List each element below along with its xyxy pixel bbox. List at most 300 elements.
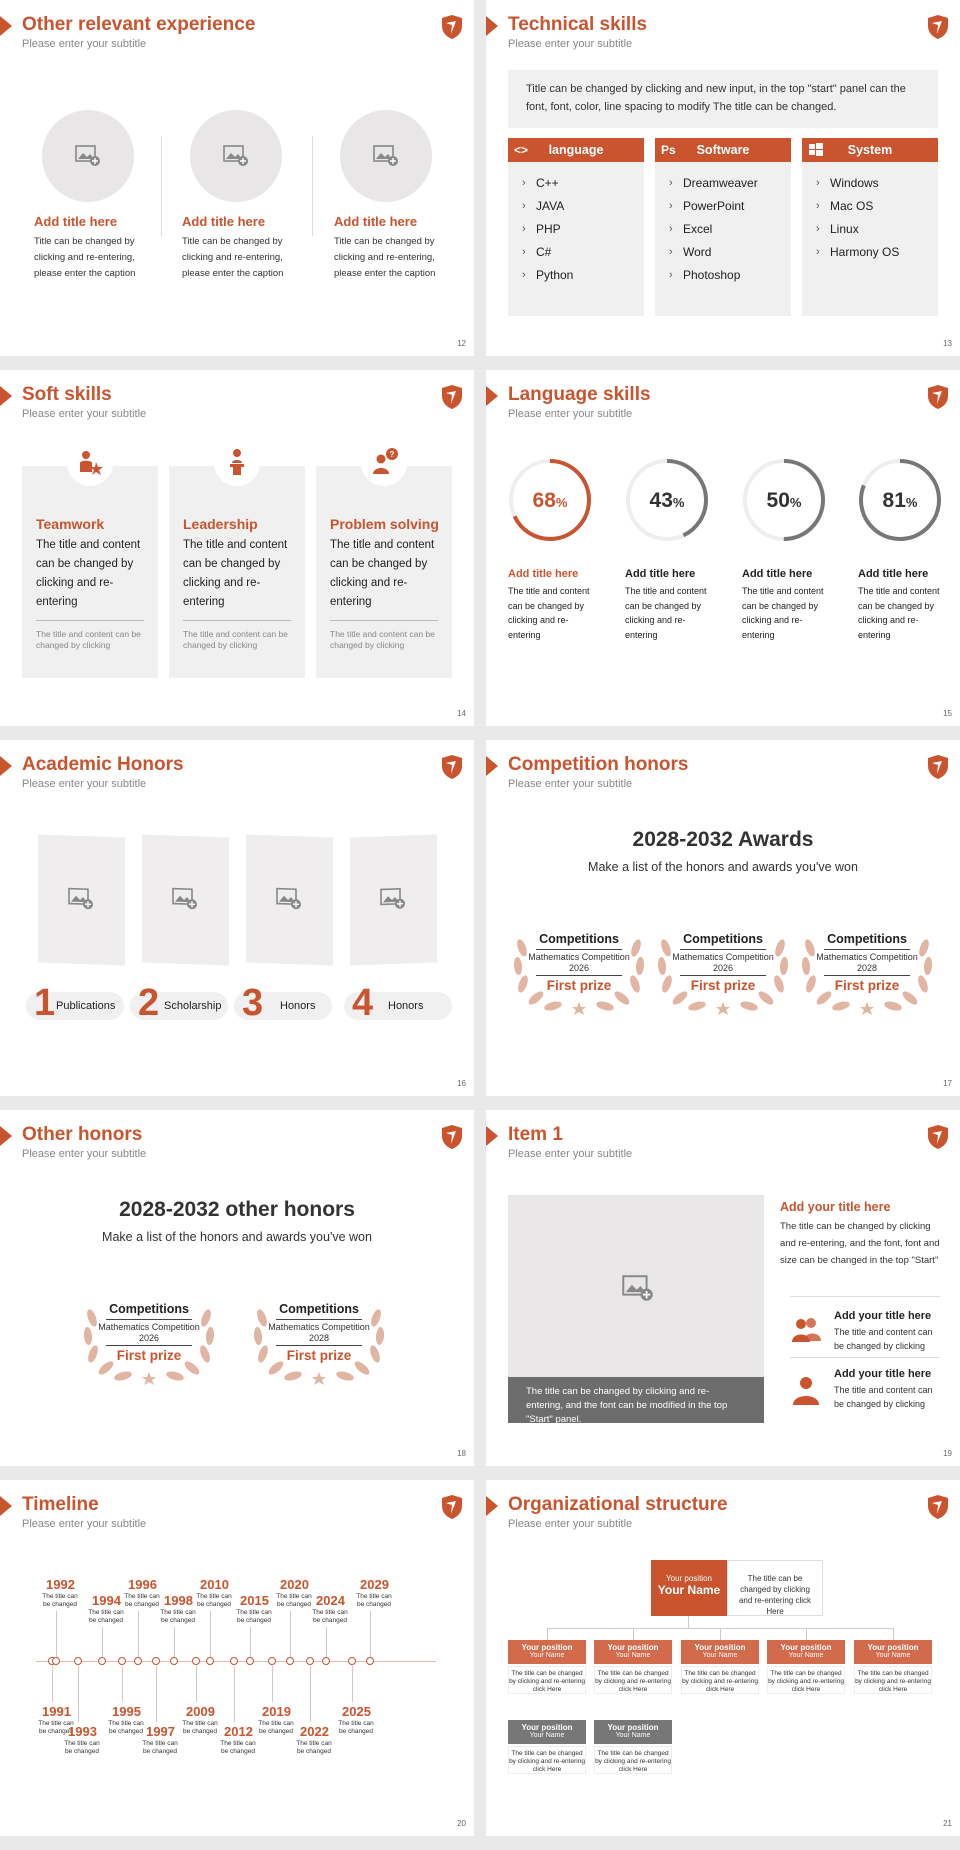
connector xyxy=(806,1628,807,1640)
timeline-year: 2019 xyxy=(262,1704,291,1719)
page-number: 21 xyxy=(943,1819,952,1828)
item-title: Add title here xyxy=(625,568,696,580)
card-footnote: The title and content can be changed by clicking xyxy=(330,629,435,650)
award-detail xyxy=(796,952,938,974)
page-number: 20 xyxy=(457,1819,466,1828)
divider xyxy=(161,136,162,236)
shield-logo-icon xyxy=(926,754,950,780)
award-competition-name: Mathematics Competition xyxy=(268,1322,370,1332)
slide-subtitle: Please enter your subtitle xyxy=(22,1148,147,1160)
award-competition-name: Mathematics Competition xyxy=(816,952,918,962)
divider xyxy=(536,949,622,950)
award-wreath xyxy=(652,918,794,1018)
shield-logo-icon xyxy=(440,384,464,410)
image-placeholder[interactable] xyxy=(42,110,134,202)
honor-number: 1 xyxy=(34,982,56,1024)
timeline-year: 2009 xyxy=(186,1704,215,1719)
column-title: System xyxy=(847,143,893,157)
award-prize: First prize xyxy=(286,1348,352,1363)
timeline-dot xyxy=(246,1657,254,1665)
org-position-text: The title can be changed by clicking and re-entering click Here xyxy=(594,1666,672,1694)
timeline-tick xyxy=(52,1666,53,1702)
awards-subheading: Make a list of the honors and awards you've won xyxy=(102,1230,372,1244)
timeline-year: 1994 xyxy=(92,1592,121,1608)
title-marker xyxy=(0,1496,12,1516)
timeline-year: 1996 xyxy=(128,1577,157,1593)
column-title: language xyxy=(548,143,604,157)
list-item: › Photoshop xyxy=(669,264,777,287)
card-title: Problem solving xyxy=(330,516,439,532)
shield-logo-icon xyxy=(926,14,950,40)
head-name: Your Name xyxy=(657,1583,721,1597)
connector xyxy=(633,1628,634,1640)
progress-ring xyxy=(625,458,709,542)
timeline-dot xyxy=(192,1657,200,1665)
position-label: Your position xyxy=(521,1723,573,1732)
award-detail xyxy=(248,1322,390,1344)
award-prize: First prize xyxy=(116,1348,182,1363)
skill-card xyxy=(316,466,452,678)
timeline-dot xyxy=(348,1657,356,1665)
position-label: Your position xyxy=(607,1723,659,1732)
slide-21 xyxy=(486,1480,960,1836)
image-placeholder[interactable] xyxy=(340,110,432,202)
org-position-text: The title can be changed by clicking and re-entering click Here xyxy=(594,1746,672,1774)
timeline-dot xyxy=(206,1657,214,1665)
slide-subtitle: Please enter your subtitle xyxy=(508,408,633,420)
image-icon xyxy=(373,145,399,167)
card-footnote: The title and content can be changed by clicking xyxy=(36,629,141,650)
timeline-dot xyxy=(286,1657,294,1665)
card-text: The title and content can be changed by clicking and re-entering xyxy=(36,539,141,608)
card-text: The title and content can be changed by clicking and re-entering xyxy=(183,539,288,608)
image-icon xyxy=(622,1275,654,1302)
timeline-dot xyxy=(306,1657,314,1665)
name-label: Your Name xyxy=(615,1652,651,1659)
column-header xyxy=(655,138,791,162)
row-text: The title and content can be changed by clicking xyxy=(834,1385,933,1409)
image-caption: The title can be changed by clicking and re-entering, and the font can be modified in the top "Start" panel. xyxy=(508,1377,764,1423)
timeline-note: The title can be changed xyxy=(196,1593,232,1609)
shield-logo-icon xyxy=(440,754,464,780)
timeline-dot xyxy=(134,1657,142,1665)
page-number: 12 xyxy=(457,339,466,348)
timeline-dot xyxy=(118,1657,126,1665)
awards-heading: 2028-2032 Awards xyxy=(632,828,814,851)
divider xyxy=(824,949,910,950)
divider xyxy=(790,1357,940,1358)
award-detail xyxy=(508,952,650,974)
title-marker xyxy=(486,1126,498,1146)
shield-logo-icon xyxy=(440,1124,464,1150)
name-label: Your Name xyxy=(529,1652,565,1659)
slide-subtitle: Please enter your subtitle xyxy=(508,1148,633,1160)
awards-heading: 2028-2032 other honors xyxy=(119,1198,355,1221)
timeline-year: 1993 xyxy=(68,1724,97,1739)
timeline-dot xyxy=(52,1657,60,1665)
problem-solving-icon xyxy=(361,440,407,486)
timeline-note: The title can be changed xyxy=(338,1720,374,1735)
org-position-box[interactable] xyxy=(594,1640,672,1664)
org-position-text: The title can be changed by clicking and re-entering click Here xyxy=(681,1666,759,1694)
timeline-tick xyxy=(156,1666,157,1722)
position-label: Your position xyxy=(780,1643,832,1652)
timeline-year: 2010 xyxy=(200,1577,229,1593)
timeline-tick xyxy=(234,1666,235,1722)
slide-title: Technical skills xyxy=(508,14,648,35)
timeline-tick xyxy=(250,1627,251,1657)
page-number: 16 xyxy=(457,1079,466,1088)
org-position-text: The title can be changed by clicking and re-entering click Here xyxy=(767,1666,845,1694)
svg-text:50%: 50% xyxy=(766,489,802,512)
name-label: Your Name xyxy=(702,1652,738,1659)
timeline-year: 2025 xyxy=(342,1704,371,1719)
list-item: › PowerPoint xyxy=(669,195,777,218)
ring-value: 81 xyxy=(882,489,906,512)
name-label: Your Name xyxy=(875,1652,911,1659)
connector xyxy=(548,1628,894,1629)
award-year: 2028 xyxy=(308,1333,330,1343)
title-marker xyxy=(486,386,498,406)
svg-text:?: ? xyxy=(389,450,395,459)
divider xyxy=(276,1319,362,1320)
award-wreath xyxy=(78,1288,220,1388)
award-competition: Competitions xyxy=(827,932,907,946)
item-text: The title and content can be changed by clicking and re-entering xyxy=(742,586,824,640)
timeline-year: 1991 xyxy=(42,1704,71,1719)
team-icon xyxy=(67,440,113,486)
org-position-box[interactable] xyxy=(508,1720,586,1744)
name-label: Your Name xyxy=(788,1652,824,1659)
award-year: 2026 xyxy=(138,1333,160,1343)
slide-title: Soft skills xyxy=(22,384,112,405)
honor-pill xyxy=(130,982,228,1024)
skill-card xyxy=(22,466,158,678)
item-text: Title can be changed by clicking and re-entering, please enter the caption xyxy=(34,236,136,279)
ring-value: 50 xyxy=(766,489,790,512)
timeline-dot xyxy=(366,1657,374,1665)
progress-ring xyxy=(858,458,942,542)
leadership-icon xyxy=(214,440,260,486)
slide-title: Organizational structure xyxy=(508,1494,728,1515)
image-placeholder[interactable] xyxy=(190,110,282,202)
slide-title: Other honors xyxy=(22,1124,143,1145)
list-item: › C# xyxy=(522,241,630,264)
timeline-year: 2022 xyxy=(300,1724,329,1739)
image-placeholder[interactable] xyxy=(246,834,333,965)
divider xyxy=(680,975,766,976)
award-competition: Competitions xyxy=(683,932,763,946)
title-marker xyxy=(0,1126,12,1146)
column-header xyxy=(508,138,644,162)
timeline-note: The title can be changed xyxy=(276,1593,312,1609)
timeline-year: 1995 xyxy=(112,1704,141,1719)
award-detail xyxy=(652,952,794,974)
list-item: › Python xyxy=(522,264,630,287)
award-prize: First prize xyxy=(546,978,612,993)
slide-18 xyxy=(0,1110,474,1466)
divider xyxy=(106,1319,192,1320)
name-label: Your Name xyxy=(529,1732,565,1739)
row-text: The title and content can be changed by clicking xyxy=(834,1327,933,1351)
column-title: Software xyxy=(696,143,750,157)
award-year: 2026 xyxy=(568,963,590,973)
honor-label: Honors xyxy=(280,1000,316,1012)
shield-logo-icon xyxy=(926,384,950,410)
image-placeholder[interactable] xyxy=(38,834,125,965)
svg-text:68%: 68% xyxy=(532,489,568,512)
row-title: Add your title here xyxy=(834,1310,932,1322)
slide-12 xyxy=(0,0,474,356)
ps-icon: Ps xyxy=(661,143,676,157)
timeline-dot xyxy=(230,1657,238,1665)
item-title: Add title here xyxy=(742,568,813,580)
list-item: › Word xyxy=(669,241,777,264)
item-title: Add title here xyxy=(34,214,118,229)
list-item: › C++ xyxy=(522,172,630,195)
slide-17 xyxy=(486,740,960,1096)
timeline-dot xyxy=(74,1657,82,1665)
title-marker xyxy=(0,386,12,406)
timeline-note: The title can be changed xyxy=(64,1740,100,1755)
timeline-year: 2020 xyxy=(280,1577,309,1593)
timeline-year: 2012 xyxy=(224,1724,253,1739)
award-competition: Competitions xyxy=(109,1302,189,1316)
image-placeholder[interactable] xyxy=(350,834,437,965)
timeline-tick xyxy=(272,1666,273,1702)
slide-title: Other relevant experience xyxy=(22,14,256,35)
timeline-tick xyxy=(196,1666,197,1702)
progress-ring xyxy=(508,458,592,542)
honor-label: Publications xyxy=(56,1000,116,1012)
image-icon xyxy=(380,888,406,911)
list-item: › Linux xyxy=(816,218,924,241)
honor-label: Scholarship xyxy=(164,1000,222,1012)
timeline-note: The title can be changed xyxy=(258,1720,294,1735)
timeline-dot xyxy=(170,1657,178,1665)
progress-ring xyxy=(742,458,826,542)
list-item: › Excel xyxy=(669,218,777,241)
org-position-text: The title can be changed by clicking and re-entering click Here xyxy=(854,1666,932,1694)
main-title: Add your title here xyxy=(780,1200,891,1214)
head-description: The title can be changed by clicking and re-entering click Here xyxy=(727,1560,823,1616)
slide-subtitle: Please enter your subtitle xyxy=(22,38,147,50)
org-position-box[interactable] xyxy=(594,1720,672,1744)
page-number: 17 xyxy=(943,1079,952,1088)
honor-number: 2 xyxy=(138,982,160,1024)
list-item: › Dreamweaver xyxy=(669,172,777,195)
page-number: 18 xyxy=(457,1449,466,1458)
timeline-tick xyxy=(78,1666,79,1722)
award-year: 2028 xyxy=(856,963,878,973)
divider xyxy=(536,975,622,976)
item-title: Add title here xyxy=(508,568,579,580)
shield-logo-icon xyxy=(926,1124,950,1150)
awards-subheading: Make a list of the honors and awards you've won xyxy=(588,860,858,874)
slide-title: Competition honors xyxy=(508,754,689,775)
timeline-year: 2024 xyxy=(316,1592,345,1608)
divider xyxy=(312,136,313,236)
slide-subtitle: Please enter your subtitle xyxy=(508,778,633,790)
slide-15 xyxy=(486,370,960,726)
title-marker xyxy=(486,756,498,776)
item-title: Add title here xyxy=(334,214,418,229)
svg-text:43%: 43% xyxy=(649,489,685,512)
item-text: The title and content can be changed by clicking and re-entering xyxy=(625,586,707,640)
page-number: 14 xyxy=(457,709,466,718)
image-icon xyxy=(276,888,302,911)
timeline-note: The title can be changed xyxy=(38,1720,74,1735)
award-competition: Competitions xyxy=(279,1302,359,1316)
item-title: Add title here xyxy=(858,568,929,580)
slide-title: Timeline xyxy=(22,1494,99,1515)
image-icon xyxy=(172,888,198,911)
timeline-note: The title can be changed xyxy=(296,1740,332,1755)
timeline-tick xyxy=(310,1666,311,1722)
award-competition: Competitions xyxy=(539,932,619,946)
org-position-box[interactable] xyxy=(508,1640,586,1664)
slide-subtitle: Please enter your subtitle xyxy=(22,778,147,790)
divider xyxy=(330,620,438,621)
slide-title: Language skills xyxy=(508,384,651,405)
timeline-tick xyxy=(138,1611,139,1657)
award-competition-name: Mathematics Competition xyxy=(528,952,630,962)
image-placeholder[interactable] xyxy=(508,1195,764,1377)
org-position-text: The title can be changed by clicking and re-entering click Here xyxy=(508,1666,586,1694)
timeline-note: The title can be changed xyxy=(236,1608,272,1624)
slide-16 xyxy=(0,740,474,1096)
list-item: › Windows xyxy=(816,172,924,195)
page-number: 15 xyxy=(943,709,952,718)
shield-logo-icon xyxy=(440,14,464,40)
timeline-note: The title can be changed xyxy=(42,1593,78,1609)
divider xyxy=(790,1296,940,1297)
slide-20 xyxy=(0,1480,474,1836)
position-label: Your position xyxy=(694,1643,746,1652)
skill-column xyxy=(508,138,644,316)
divider xyxy=(106,1345,192,1346)
shield-logo-icon xyxy=(440,1494,464,1520)
card-title: Leadership xyxy=(183,516,258,532)
award-prize: First prize xyxy=(690,978,756,993)
ring-value: 68 xyxy=(532,489,556,512)
connector xyxy=(720,1628,721,1640)
page-number: 19 xyxy=(943,1449,952,1458)
honor-pill xyxy=(234,982,332,1024)
list-item: › PHP xyxy=(522,218,630,241)
timeline-year: 2015 xyxy=(240,1592,269,1608)
timeline-year: 1997 xyxy=(146,1724,175,1739)
item-title: Add title here xyxy=(182,214,266,229)
timeline-year: 1998 xyxy=(164,1592,193,1608)
skill-card xyxy=(169,466,305,678)
award-wreath xyxy=(508,918,650,1018)
position-label: Your position xyxy=(867,1643,919,1652)
title-marker xyxy=(0,16,12,36)
image-icon xyxy=(68,888,94,911)
award-prize: First prize xyxy=(834,978,900,993)
slide-title: Item 1 xyxy=(508,1124,563,1145)
page-number: 13 xyxy=(943,339,952,348)
timeline-tick xyxy=(174,1627,175,1657)
timeline-note: The title can be changed xyxy=(124,1593,160,1609)
award-detail xyxy=(78,1322,220,1344)
honor-number: 3 xyxy=(242,982,264,1024)
image-placeholder[interactable] xyxy=(142,834,229,965)
timeline-tick xyxy=(102,1627,103,1657)
org-head[interactable] xyxy=(651,1560,727,1616)
ring-value: 43 xyxy=(649,489,673,512)
slide-19 xyxy=(486,1110,960,1466)
divider xyxy=(36,620,144,621)
connector xyxy=(547,1628,548,1640)
head-position: Your position xyxy=(666,1574,712,1583)
slide-subtitle: Please enter your subtitle xyxy=(508,38,633,50)
slide-14 xyxy=(0,370,474,726)
image-icon xyxy=(223,145,249,167)
org-position-box[interactable] xyxy=(681,1640,759,1664)
timeline-year: 2029 xyxy=(360,1577,389,1593)
slide-subtitle: Please enter your subtitle xyxy=(508,1518,633,1530)
org-position-box[interactable] xyxy=(767,1640,845,1664)
org-position-box[interactable] xyxy=(854,1640,932,1664)
divider xyxy=(824,975,910,976)
code-icon: <> xyxy=(514,143,529,157)
slide-13 xyxy=(486,0,960,356)
timeline-tick xyxy=(290,1611,291,1657)
name-label: Your Name xyxy=(615,1732,651,1739)
main-text: The title can be changed by clicking and re-entering, and the font, font and size can be changed in the top "Start" xyxy=(780,1221,940,1266)
award-year: 2026 xyxy=(712,963,734,973)
user-icon xyxy=(790,1374,822,1406)
shield-logo-icon xyxy=(926,1494,950,1520)
timeline-tick xyxy=(370,1611,371,1657)
award-competition-name: Mathematics Competition xyxy=(98,1322,200,1332)
timeline-tick xyxy=(122,1666,123,1702)
timeline-dot xyxy=(268,1657,276,1665)
divider xyxy=(276,1345,362,1346)
title-marker xyxy=(486,1496,498,1516)
timeline-note: The title can be changed xyxy=(356,1593,392,1609)
item-text: Title can be changed by clicking and re-entering, please enter the caption xyxy=(334,236,436,279)
honor-pill xyxy=(344,982,452,1024)
timeline-tick xyxy=(352,1666,353,1702)
timeline-note: The title can be changed xyxy=(108,1720,144,1735)
timeline-tick xyxy=(210,1611,211,1657)
slide-subtitle: Please enter your subtitle xyxy=(22,408,147,420)
honor-label: Honors xyxy=(388,1000,424,1012)
divider xyxy=(680,949,766,950)
list-item: › JAVA xyxy=(522,195,630,218)
honor-pill xyxy=(26,982,124,1024)
org-position-text: The title can be changed by clicking and re-entering click Here xyxy=(508,1746,586,1774)
timeline-note: The title can be changed xyxy=(182,1720,218,1735)
timeline-note: The title can be changed xyxy=(88,1608,124,1624)
award-competition-name: Mathematics Competition xyxy=(672,952,774,962)
timeline-year: 1992 xyxy=(46,1577,75,1593)
timeline-note: The title can be changed xyxy=(220,1740,256,1755)
title-marker xyxy=(486,16,498,36)
timeline-note: The title can be changed xyxy=(160,1608,196,1624)
timeline-note: The title can be changed xyxy=(312,1608,348,1624)
row-title: Add your title here xyxy=(834,1368,932,1380)
item-text: The title and content can be changed by clicking and re-entering xyxy=(508,586,590,640)
slide-subtitle: Please enter your subtitle xyxy=(22,1518,147,1530)
timeline-dot xyxy=(152,1657,160,1665)
users-icon xyxy=(790,1316,822,1344)
skill-column xyxy=(655,138,791,316)
skill-column xyxy=(802,138,938,316)
